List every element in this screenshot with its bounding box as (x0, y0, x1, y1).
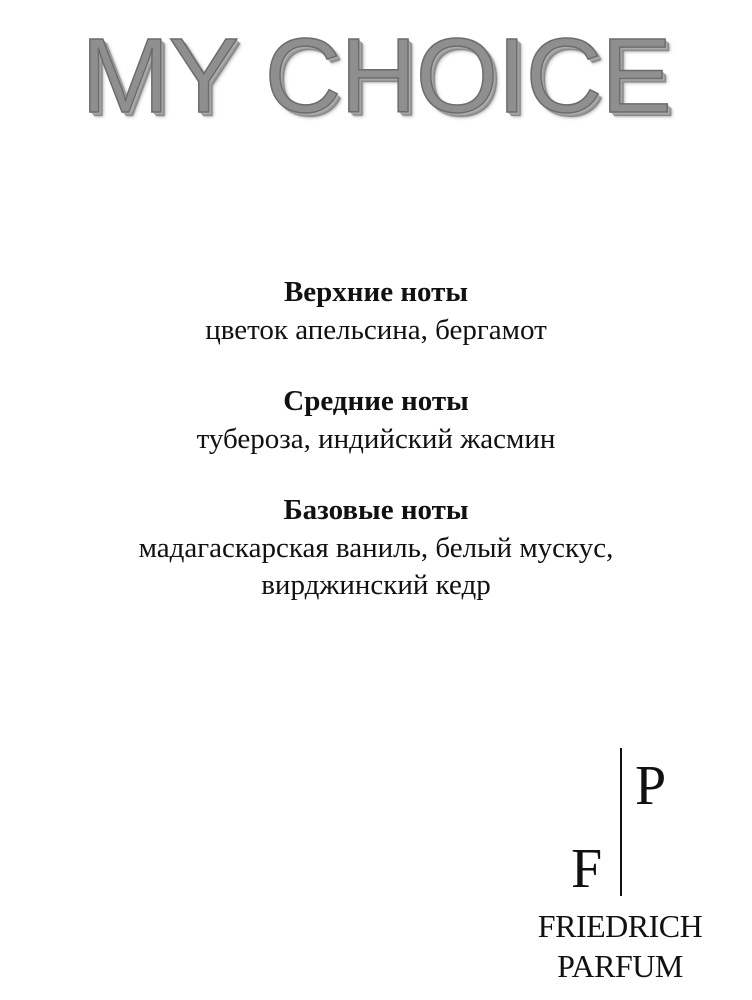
brand-logo (510, 748, 740, 993)
brand-name-line1: FRIEDRICH (537, 908, 703, 944)
fragrance-notes (0, 272, 752, 636)
middle-notes-heading: Средние ноты (283, 385, 469, 417)
base-notes-section (0, 490, 752, 604)
middle-notes-section (0, 381, 752, 458)
page-title: MY CHOICE (81, 17, 671, 135)
logo-divider (620, 748, 622, 896)
top-notes-heading: Верхние ноты (283, 276, 469, 308)
brand-name (510, 906, 730, 986)
middle-notes-text: тубероза, индийский жасмин (196, 423, 556, 455)
base-notes-text-line2: вирджинский кедр (261, 569, 491, 601)
logo-letter-p: P (635, 755, 667, 817)
top-notes-section (0, 272, 752, 349)
top-notes-text: цветок апельсина, бергамот (205, 314, 547, 346)
brand-name-line2: PARFUM (557, 948, 683, 984)
base-notes-text-line1: мадагаскарская ваниль, белый мускус, (138, 532, 614, 564)
base-notes-heading: Базовые ноты (283, 494, 469, 526)
logo-letter-f: F (571, 838, 603, 900)
